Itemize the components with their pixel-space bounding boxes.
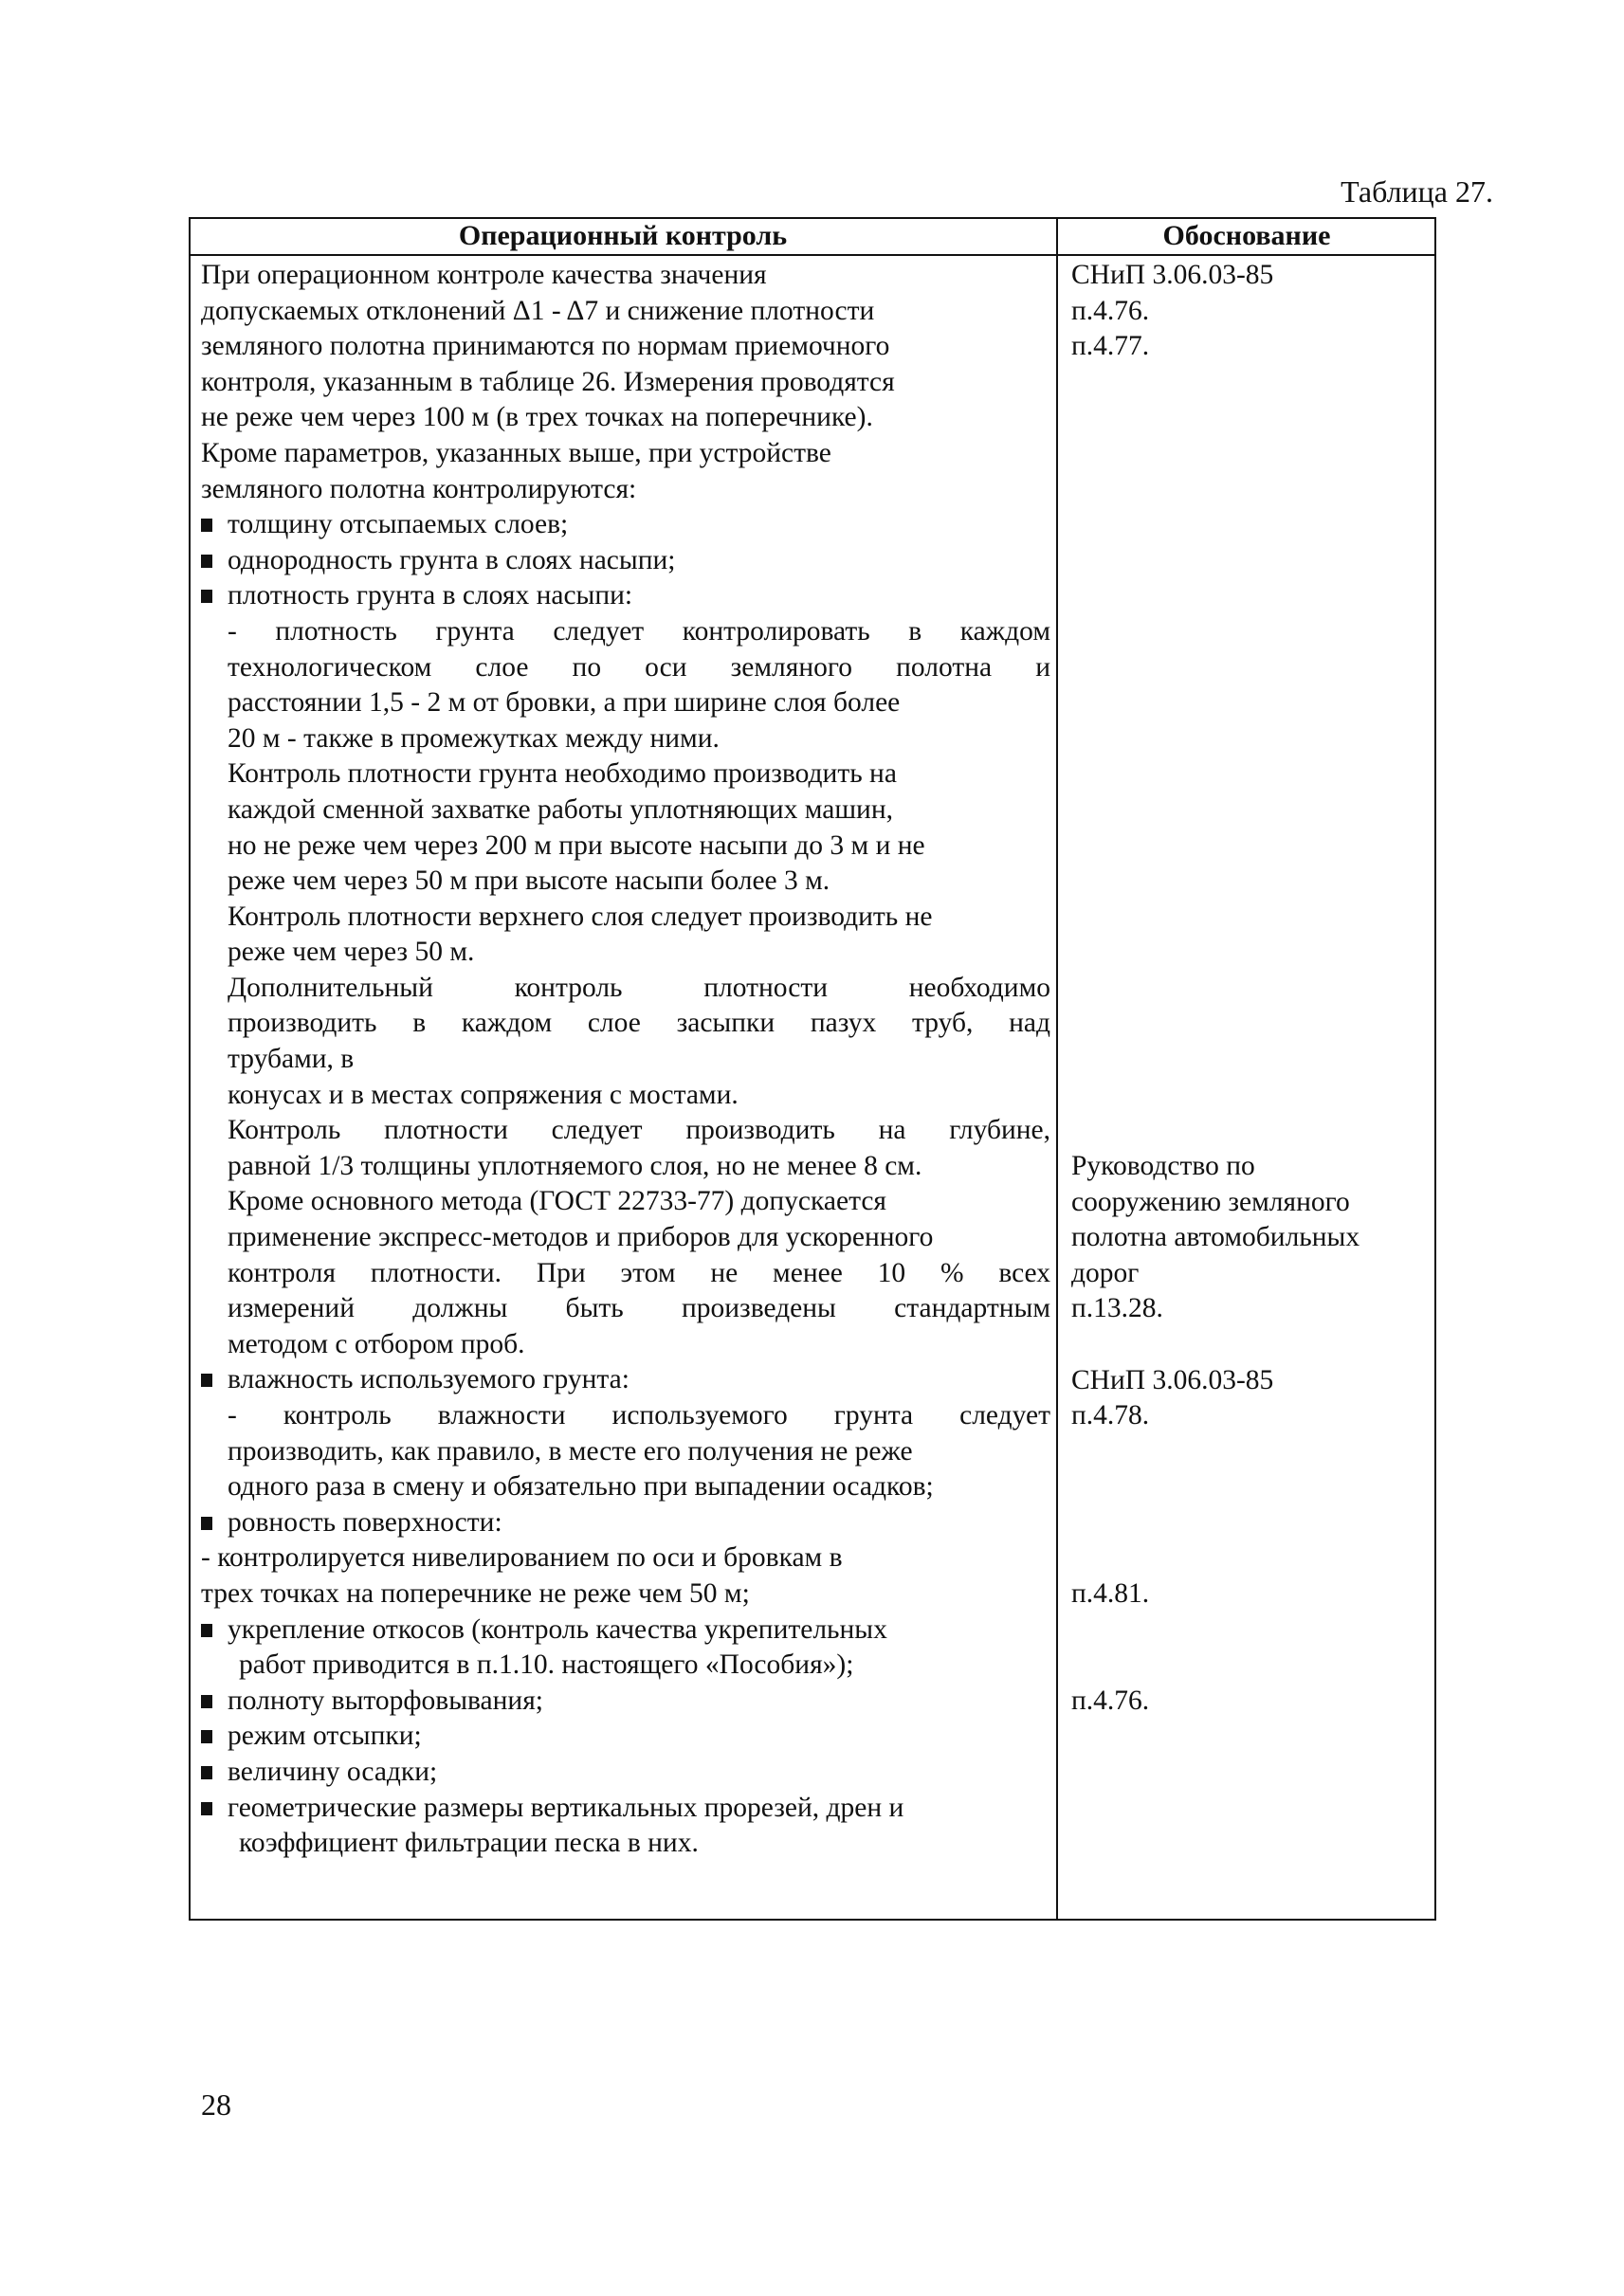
bullet-square-icon bbox=[201, 1517, 212, 1530]
text-line: но не реже чем через 200 м при высоте насыпи до 3 м и не bbox=[228, 829, 925, 861]
text-line: равной 1/3 толщины уплотняемого слоя, но не менее 8 см. bbox=[228, 1150, 922, 1181]
page-number: 28 bbox=[201, 2087, 231, 2122]
bullet-item bbox=[201, 1755, 1050, 1791]
bullet-square-icon bbox=[201, 555, 212, 568]
text-line: применение экспресс-методов и приборов для ускоренного bbox=[228, 1222, 934, 1253]
bullet-text: толщину отсыпаемых слоев; bbox=[228, 509, 569, 540]
text-line: работ приводится в п.1.10. настоящего «Пособия»); bbox=[239, 1649, 854, 1681]
table-caption: Таблица 27. bbox=[1341, 174, 1493, 209]
text-line: методом с отбором проб. bbox=[228, 1328, 525, 1359]
text-line: Контроль плотности грунта необходимо производить на bbox=[228, 758, 897, 790]
bullet-item bbox=[201, 507, 1050, 543]
text-line: земляного полотна контролируются: bbox=[201, 473, 637, 504]
reference-line: дорог bbox=[1071, 1257, 1140, 1288]
text-line: не реже чем через 100 м (в трех точках на поперечнике). bbox=[201, 402, 873, 433]
reference-line: п.4.77. bbox=[1071, 331, 1150, 362]
bullet-item bbox=[201, 1684, 1050, 1720]
text-line: земляного полотна принимаются по нормам приемочного bbox=[201, 331, 890, 362]
operational-control-text bbox=[201, 258, 1050, 1862]
header-divider bbox=[189, 254, 1436, 256]
bullet-text: геометрические размеры вертикальных прорезей, дрен и bbox=[228, 1792, 904, 1823]
text-line: реже чем через 50 м. bbox=[228, 937, 475, 968]
text-line: - контроль влажности используемого грунта следует bbox=[228, 1400, 1050, 1430]
text-line: 20 м - также в промежутках между ними. bbox=[228, 722, 720, 754]
bullet-text: полноту выторфовывания; bbox=[228, 1685, 543, 1716]
reference-block bbox=[1071, 258, 1273, 365]
bullet-text: режим отсыпки; bbox=[228, 1721, 422, 1752]
text-line: - контролируется нивелированием по оси и бровкам в bbox=[201, 1542, 843, 1574]
text-line: технологическом слое по оси земляного полотна и bbox=[228, 651, 1050, 683]
text-line: Кроме параметров, указанных выше, при устройстве bbox=[201, 437, 831, 468]
text-line: коэффициент фильтрации песка в них. bbox=[239, 1828, 699, 1859]
reference-block bbox=[1071, 1363, 1273, 1434]
reference-line: п.4.78. bbox=[1071, 1400, 1150, 1431]
reference-line: полотна автомобильных bbox=[1071, 1222, 1360, 1253]
text-line: контроля плотности. При этом не менее 10 % всех bbox=[228, 1257, 1050, 1288]
text-line: Кроме основного метода (ГОСТ 22733-77) допускается bbox=[228, 1186, 886, 1217]
column-divider bbox=[1056, 217, 1058, 1921]
bullet-item bbox=[201, 578, 1050, 614]
text-line: производить, как правило, в месте его получения не реже bbox=[228, 1435, 913, 1467]
bullet-text: укрепление откосов (контроль качества укрепительных bbox=[228, 1613, 887, 1645]
reference-line: сооружению земляного bbox=[1071, 1186, 1350, 1217]
bullet-square-icon bbox=[201, 1802, 212, 1815]
text-line: Контроль плотности верхнего слоя следует производить не bbox=[228, 901, 933, 932]
bullet-item bbox=[201, 1791, 1050, 1827]
header-justification: Обоснование bbox=[1162, 220, 1331, 251]
bullet-text: влажность используемого грунта: bbox=[228, 1364, 630, 1395]
text-line: трубами, в bbox=[228, 1044, 355, 1075]
reference-line: п.4.76. bbox=[1071, 295, 1150, 326]
text-line: При операционном контроле качества значения bbox=[201, 260, 767, 290]
text-line: одного раза в смену и обязательно при выпадении осадков; bbox=[228, 1471, 934, 1503]
reference-block bbox=[1071, 1576, 1149, 1613]
bullet-square-icon bbox=[201, 590, 212, 603]
header-operational-control: Операционный контроль bbox=[458, 220, 788, 251]
bullet-square-icon bbox=[201, 1766, 212, 1779]
text-line: - плотность грунта следует контролировать в каждом bbox=[228, 615, 1050, 647]
bullet-item bbox=[201, 1505, 1050, 1541]
bullet-item bbox=[201, 1719, 1050, 1755]
bullet-text: величину осадки; bbox=[228, 1756, 438, 1787]
text-line: допускаемых отклонений Δ1 - Δ7 и снижение плотности bbox=[201, 295, 875, 326]
reference-line: Руководство по bbox=[1071, 1151, 1255, 1181]
bullet-text: плотность грунта в слоях насыпи: bbox=[228, 580, 633, 611]
text-line: расстоянии 1,5 - 2 м от бровки, а при ширине слоя более bbox=[228, 687, 901, 719]
text-line: реже чем через 50 м при высоте насыпи более 3 м. bbox=[228, 866, 830, 897]
text-line: конусах и в местах сопряжения с мостами. bbox=[228, 1079, 739, 1110]
reference-block bbox=[1071, 1149, 1359, 1327]
bullet-text: ровность поверхности: bbox=[228, 1506, 502, 1538]
bullet-square-icon bbox=[201, 1730, 212, 1743]
text-line: Дополнительный контроль плотности необходимо bbox=[228, 972, 1050, 1003]
bullet-square-icon bbox=[201, 1695, 212, 1708]
text-line: Контроль плотности следует производить на глубине, bbox=[228, 1115, 1050, 1146]
text-line: трех точках на поперечнике не реже чем 50 м; bbox=[201, 1577, 750, 1609]
reference-line: п.4.81. bbox=[1071, 1578, 1150, 1610]
text-line: измерений должны быть произведены стандартным bbox=[228, 1293, 1050, 1324]
bullet-item bbox=[201, 1613, 1050, 1649]
reference-block bbox=[1071, 1684, 1149, 1720]
bullet-item bbox=[201, 543, 1050, 579]
text-line: контроля, указанным в таблице 26. Измерения проводятся bbox=[201, 366, 895, 397]
text-line: производить в каждом слое засыпки пазух труб, над bbox=[228, 1008, 1050, 1039]
bullet-square-icon bbox=[201, 1624, 212, 1637]
bullet-square-icon bbox=[201, 519, 212, 532]
bullet-square-icon bbox=[201, 1374, 212, 1387]
bullet-item bbox=[201, 1362, 1050, 1398]
text-line: каждой сменной захватке работы уплотняющих машин, bbox=[228, 793, 894, 825]
reference-line: п.13.28. bbox=[1071, 1293, 1163, 1324]
reference-line: СНиП 3.06.03-85 bbox=[1071, 1364, 1274, 1395]
bullet-text: однородность грунта в слоях насыпи; bbox=[228, 544, 676, 575]
reference-line: СНиП 3.06.03-85 bbox=[1071, 260, 1274, 290]
reference-line: п.4.76. bbox=[1071, 1686, 1150, 1716]
